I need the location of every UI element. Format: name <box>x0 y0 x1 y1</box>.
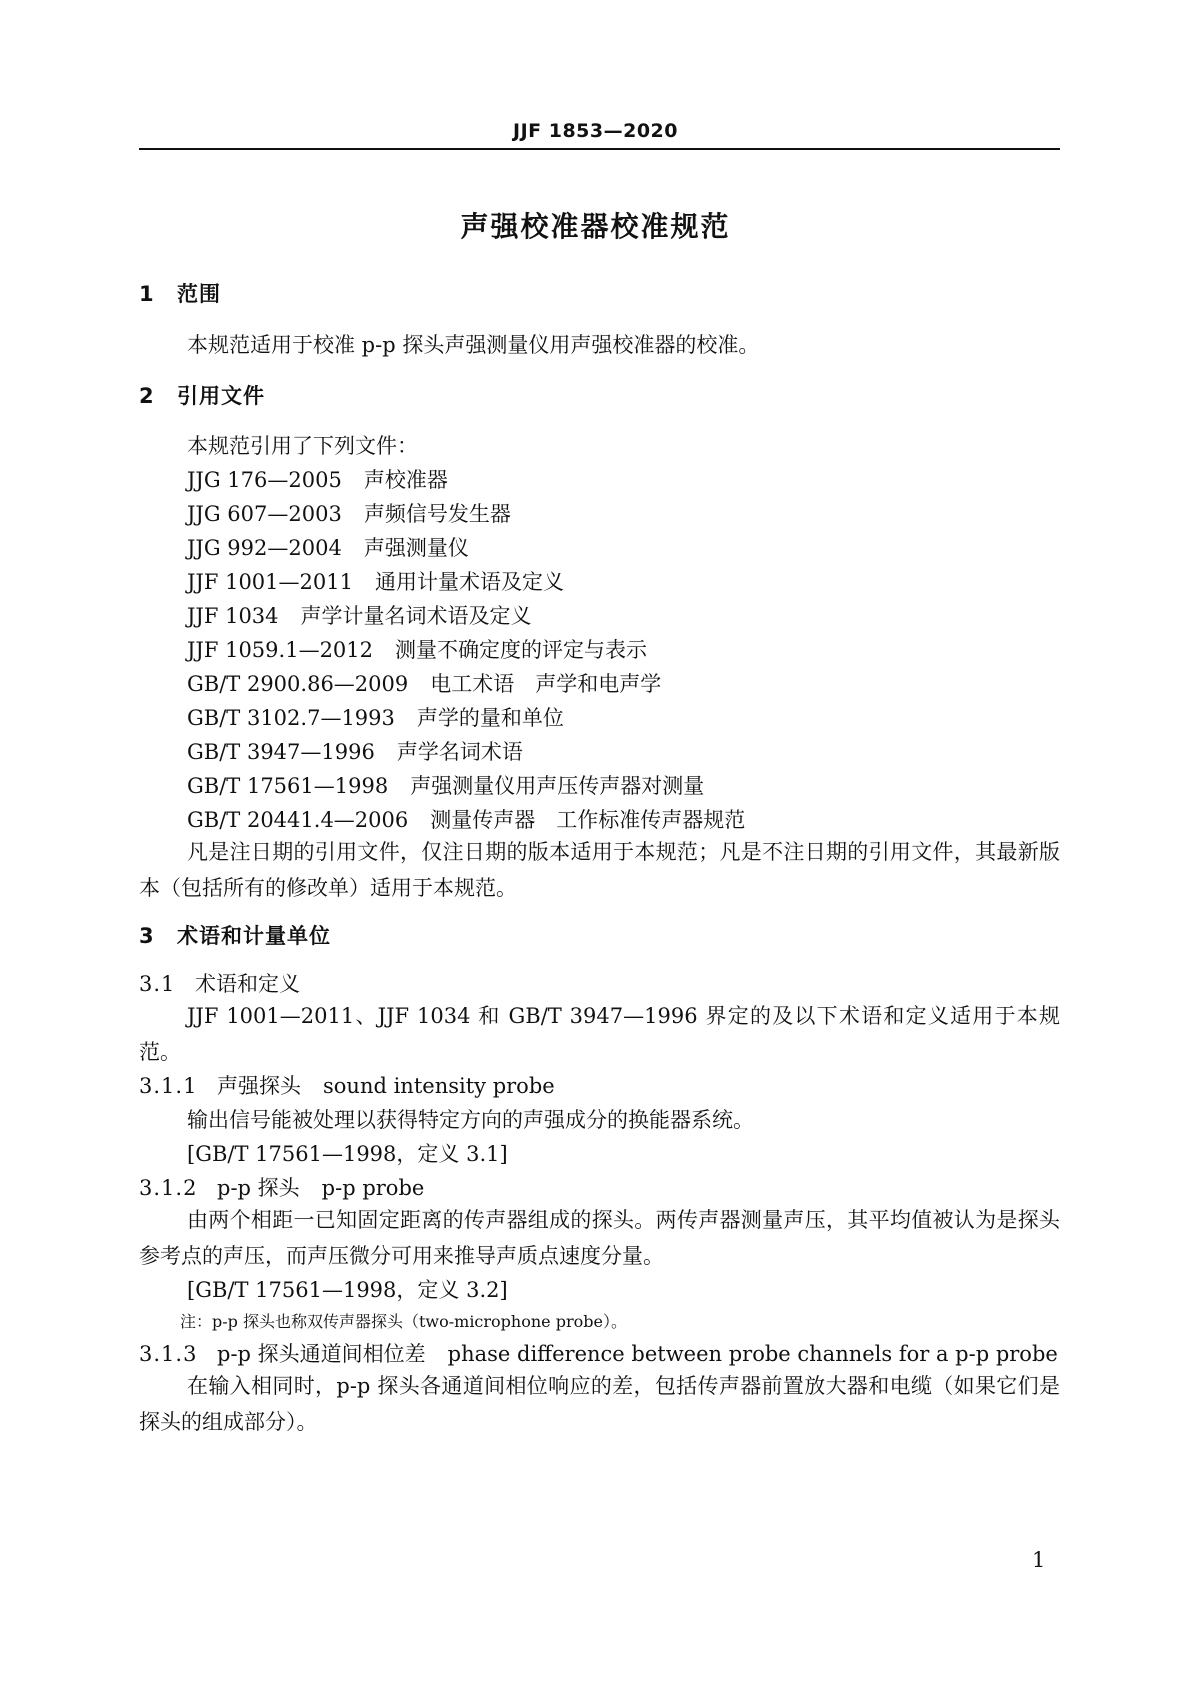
reference-item <box>187 566 564 596</box>
reference-code: GB/T 20441.4—2006 <box>187 808 409 832</box>
term-3-1-2-heading <box>139 1172 424 1202</box>
term-chinese: p-p 探头通道间相位差 <box>217 1342 426 1366</box>
reference-name: 声学计量名词术语及定义 <box>300 604 532 628</box>
reference-code: JJF 1059.1—2012 <box>187 638 374 662</box>
term-chinese: p-p 探头 <box>217 1176 300 1200</box>
section-1-heading <box>139 278 221 308</box>
reference-item <box>187 668 661 698</box>
reference-code: GB/T 3102.7—1993 <box>187 706 395 730</box>
term-english: sound intensity probe <box>323 1074 555 1098</box>
term-number: 3.1.2 <box>139 1176 198 1200</box>
subsection-title: 术语和定义 <box>195 972 300 996</box>
term-chinese: 声强探头 <box>217 1074 301 1098</box>
reference-name: 测量传声器 工作标准传声器规范 <box>430 808 746 832</box>
reference-item <box>187 770 704 800</box>
header-rule <box>139 148 1060 150</box>
reference-name: 声强测量仪用声压传声器对测量 <box>410 774 705 798</box>
reference-name: 电工术语 声学和电声学 <box>430 672 662 696</box>
reference-code: GB/T 2900.86—2009 <box>187 672 409 696</box>
term-3-1-1-definition: 输出信号能被处理以获得特定方向的声强成分的换能器系统。 <box>187 1108 754 1132</box>
reference-name: 声强测量仪 <box>363 536 469 560</box>
term-3-1-1-heading <box>139 1070 555 1100</box>
reference-code: JJG 992—2004 <box>187 536 342 560</box>
document-code-header: JJF 1853—2020 <box>513 120 678 142</box>
term-3-1-3-definition: 在输入相同时，p-p 探头各通道间相位响应的差，包括传声器前置放大器和电缆（如果它们是探头的组成部分）。 <box>139 1374 1060 1434</box>
section-number: 2 <box>139 384 155 408</box>
reference-code: GB/T 17561—1998 <box>187 774 389 798</box>
document-title: 声强校准器校准规范 <box>460 210 731 243</box>
term-number: 3.1.3 <box>139 1342 198 1366</box>
section-title: 范围 <box>177 282 221 306</box>
reference-code: JJG 607—2003 <box>187 502 342 526</box>
reference-item <box>187 532 469 562</box>
reference-item <box>187 498 511 528</box>
section-3-heading <box>139 920 331 950</box>
section-number: 1 <box>139 282 155 306</box>
term-3-1-2-note: 注：p-p 探头也称双传声器探头（two-microphone probe）。 <box>180 1312 627 1331</box>
reference-code: GB/T 3947—1996 <box>187 740 375 764</box>
section-1-text: 本规范适用于校准 p-p 探头声强测量仪用声强校准器的校准。 <box>187 333 760 357</box>
reference-name: 测量不确定度的评定与表示 <box>395 638 648 662</box>
reference-name: 声校准器 <box>363 468 448 492</box>
subsection-3-1-text: JJF 1001—2011、JJF 1034 和 GB/T 3947—1996 界定的及以下术语和定义适用于本规范。 <box>139 1004 1060 1064</box>
subsection-3-1-heading <box>139 968 300 998</box>
reference-name: 通用计量术语及定义 <box>374 570 564 594</box>
reference-item <box>187 804 745 834</box>
term-english: phase difference between probe channels for a p-p probe <box>447 1342 1058 1366</box>
section-title: 引用文件 <box>177 384 265 408</box>
term-3-1-3-heading <box>139 1338 1058 1368</box>
reference-item <box>187 702 564 732</box>
section-title: 术语和计量单位 <box>177 924 331 948</box>
reference-name: 声频信号发生器 <box>363 502 511 526</box>
term-english: p-p probe <box>321 1176 425 1200</box>
reference-item <box>187 600 532 630</box>
reference-item <box>187 634 647 664</box>
reference-item <box>187 736 523 766</box>
section-number: 3 <box>139 924 155 948</box>
reference-item <box>187 464 448 494</box>
subsection-number: 3.1 <box>139 972 176 996</box>
references-intro: 本规范引用了下列文件： <box>187 434 418 458</box>
term-3-1-2-definition: 由两个相距一已知固定距离的传声器组成的探头。两传声器测量声压，其平均值被认为是探头参考点的声压，而声压微分可用来推导声质点速度分量。 <box>139 1208 1060 1268</box>
reference-name: 声学名词术语 <box>396 740 523 764</box>
reference-code: JJF 1034 <box>187 604 279 628</box>
reference-name: 声学的量和单位 <box>416 706 564 730</box>
reference-code: JJF 1001—2011 <box>187 570 353 594</box>
term-3-1-2-source: [GB/T 17561—1998，定义 3.2] <box>187 1278 508 1302</box>
reference-code: JJG 176—2005 <box>187 468 342 492</box>
term-3-1-1-source: [GB/T 17561—1998，定义 3.1] <box>187 1142 508 1166</box>
references-dating-note: 凡是注日期的引用文件，仅注日期的版本适用于本规范；凡是不注日期的引用文件，其最新版本（包括所有的修改单）适用于本规范。 <box>139 840 1060 900</box>
section-2-heading <box>139 380 265 410</box>
page-number: 1 <box>1032 1548 1046 1572</box>
term-number: 3.1.1 <box>139 1074 198 1098</box>
